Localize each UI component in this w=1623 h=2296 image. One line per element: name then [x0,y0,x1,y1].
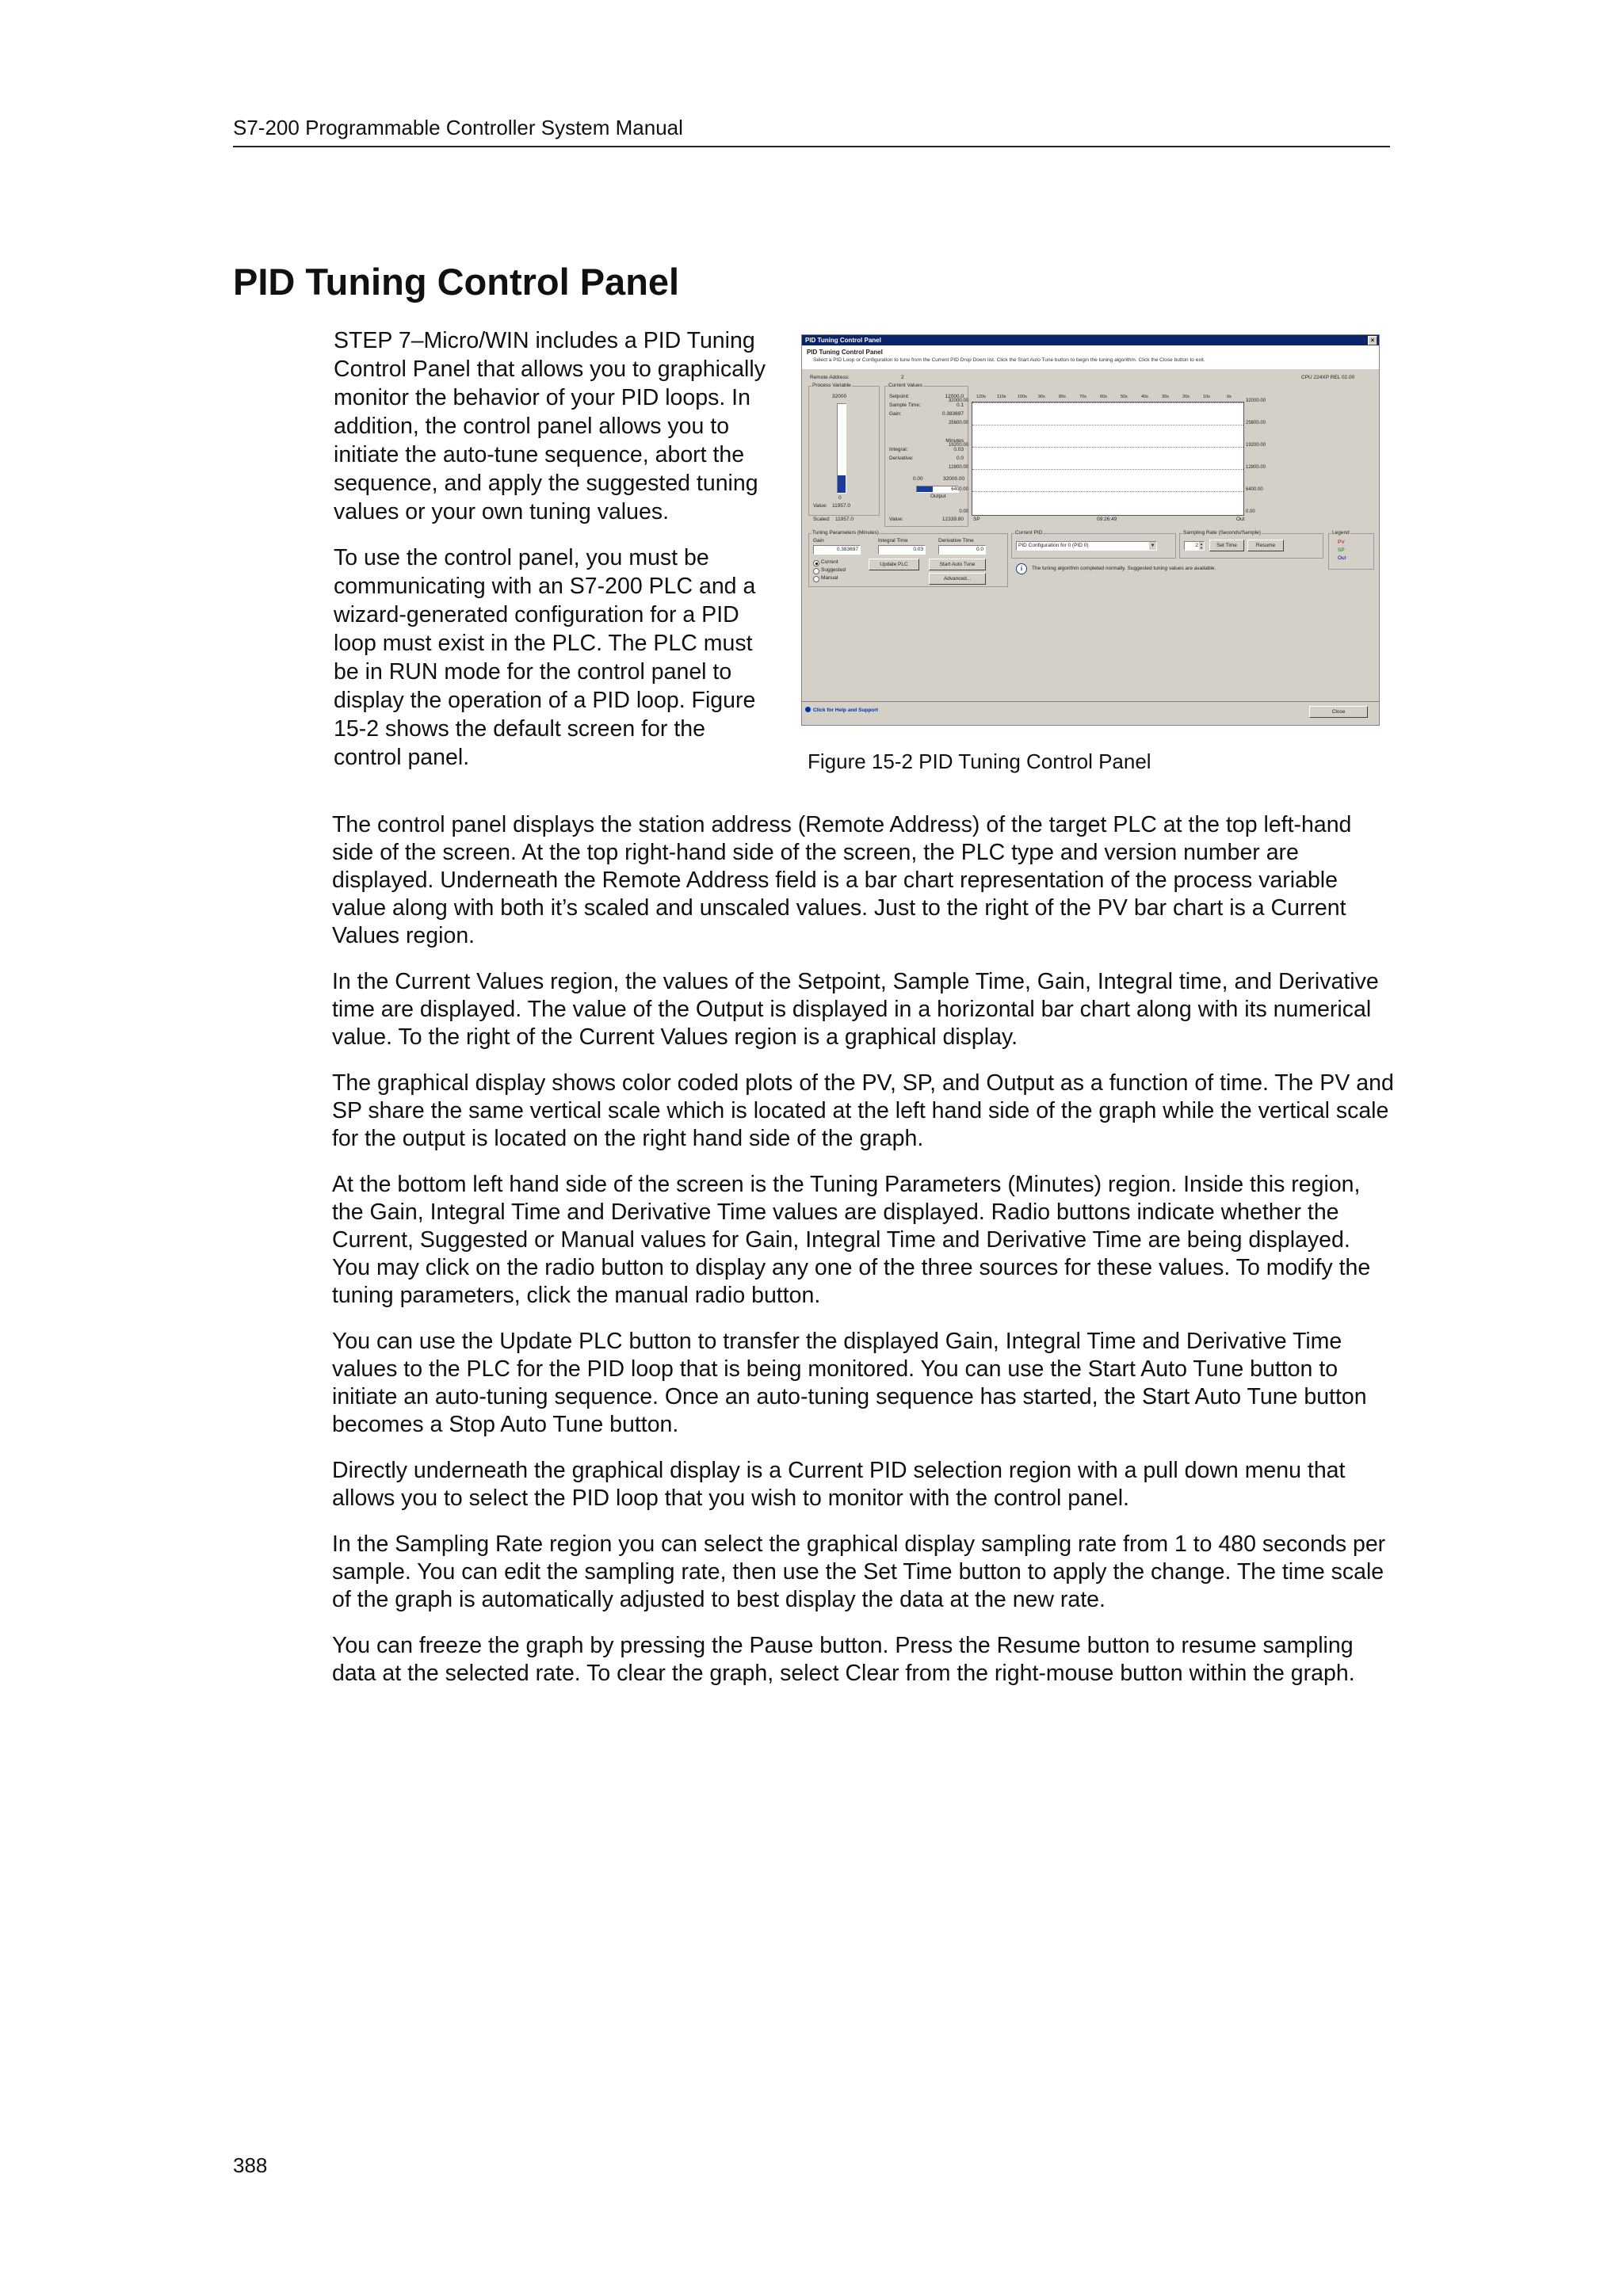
graph-top-tick: 40s [1141,395,1148,399]
chevron-down-icon[interactable]: ▼ [1150,543,1155,548]
legend-label: Legend [1332,530,1350,536]
legend-sp: SP [1338,547,1345,553]
graph-top-tick: 30s [1162,395,1169,399]
derivative-value: 0.0 [956,456,964,461]
graph-left-tick: 32000.00 [948,399,968,403]
figure-screenshot [801,334,1380,726]
pv-bar-track [837,403,846,494]
pv-min: 0 [838,495,842,501]
output-min: 0.00 [913,476,923,482]
grid-line [972,491,1243,492]
output-max: 32000.00 [943,476,965,482]
derivative-label: Derivative: [889,456,914,461]
close-icon[interactable]: × [1368,336,1377,345]
body-paragraph: In the Current Values region, the values of the Setpoint, Sample Time, Gain, Integral time, and Derivative time are displayed. The value of the Output is displayed in a horizontal bar chart along with its numerical value. To the right of the Current Values region is a graphical display. [332,969,1379,1050]
current-values-label: Current Values [888,383,922,388]
legend-out: Out [1338,555,1346,561]
sample-time-label: Sample Time: [889,402,921,408]
pv-max: 32000 [832,394,847,399]
graph-bottom-time: 09:26:49 [1097,517,1117,522]
pv-scaled-value: 11957.0 [835,517,854,522]
gain-field[interactable] [813,545,861,555]
body-paragraph: Directly underneath the graphical display is a Current PID selection region with a pull down menu that allows you to select the PID loop that you wish to monitor with the control panel. [332,1458,1346,1511]
pv-bar-fill [838,475,846,493]
legend-pv: PV [1338,540,1345,545]
radio-current-label: Current [821,559,838,565]
gain-field-value: 0.383697 [836,547,858,552]
graph-top-tick: 10s [1203,395,1210,399]
pv-value-label: Value: [813,503,827,509]
radio-manual-label: Manual [821,575,838,581]
intro-paragraph: STEP 7–Micro/WIN includes a PID Tuning Control Panel that allows you to graphically monitor the behavior of your PID loops. In addition, the control panel allows you to initiate the auto-tune sequence, abort the sequence, and apply the suggested tuning values or your own tuning values. [334,328,766,524]
graph-top-tick: 120s [976,395,986,399]
graph-left-tick: 12800.00 [948,465,968,470]
output-value-label: Value: [889,517,903,522]
integral-time-label: Integral Time [878,538,908,543]
intro-paragraph: To use the control panel, you must be communicating with an S7-200 PLC and a wizard-generated configuration for a PID loop must exist in the PLC. The PLC must be in RUN mode for the control panel to display the operation of a PID loop. Figure 15-2 shows the default screen for the control panel. [334,545,756,770]
window-title: PID Tuning Control Panel [805,337,881,344]
sampling-rate-value: 2 [1195,543,1198,548]
radio-suggested[interactable] [813,568,819,574]
output-value: 12339.80 [941,517,964,522]
running-header: S7-200 Programmable Controller System Manual [233,116,683,139]
graph-top-tick: 70s [1079,395,1086,399]
update-plc-button[interactable]: Update PLC [869,559,919,570]
spinner-arrows-icon[interactable]: ▲ ▼ [1200,542,1203,550]
status-message: The tuning algorithm completed normally. Suggested tuning values are available. [1032,566,1216,571]
graph-top-tick: 60s [1100,395,1107,399]
sample-time-value: 0.1 [956,402,964,408]
graph-right-tick: 12800.00 [1246,465,1266,470]
body-paragraph: You can use the Update PLC button to transfer the displayed Gain, Integral Time and Derivative Time values to the PLC for the PID loop that is being monitored. You can use the Start Auto Tune button to initiate an auto-tuning sequence. Once an auto-tuning sequence has started, the Start Auto Tune button becomes a Stop Auto Tune button. [332,1329,1367,1437]
graph-right-tick: 6400.00 [1246,487,1263,492]
graph-left-tick: 25600.00 [948,421,968,425]
remote-address-value: 2 [901,375,904,380]
setpoint-value: 12000.0 [945,394,964,399]
cpu-label: CPU 224XP REL 02.00 [1301,375,1355,380]
integral-label: Integral: [889,447,908,452]
help-link[interactable]: Click for Help and Support [813,707,878,713]
body-paragraph: The control panel displays the station address (Remote Address) of the target PLC at the top left-hand side of the screen. At the top right-hand side of the screen, the PLC type and version number are displayed. Underneath the Remote Address field is a bar chart representation of the process variable value along with both it’s scaled and unscaled values. Just to the right of the PV bar chart is a Current Values region. [332,812,1352,948]
graph-right-tick: 19200.00 [1246,443,1266,448]
graph-left-tick: 0.00 [959,509,968,514]
graph-top-tick: 20s [1182,395,1190,399]
sampling-rate-spinner[interactable] [1184,541,1205,551]
set-time-button[interactable]: Set Time [1209,540,1244,551]
body-paragraph: The graphical display shows color coded plots of the PV, SP, and Output as a function of time. The PV and SP share the same vertical scale which is located at the left hand side of the graph while the vertical scale for the output is located on the right hand side of the graph. [332,1070,1394,1151]
body-paragraph: In the Sampling Rate region you can select the graphical display sampling rate from 1 to 480 seconds per sample. You can edit the sampling rate, then use the Set Time button to apply the change. The time scale of the graph is automatically adjusted to best display the data at the new rate. [332,1531,1386,1612]
panel-title: PID Tuning Control Panel [807,349,883,356]
body-paragraph: You can freeze the graph by pressing the Pause button. Press the Resume button to resume sampling data at the selected rate. To clear the graph, select Clear from the right-mouse button within the graph. [332,1633,1355,1686]
setpoint-label: Setpoint: [889,394,910,399]
graph-bottom-right: Out [1236,517,1245,522]
tuning-params-label: Tuning Parameters (Minutes) [812,530,879,536]
output-label: Output [930,494,946,499]
panel-instruction: Select a PID Loop or Configuration to tune from the Current PID Drop Down list. Click the Start Auto Tune button to begin the tuning algorithm. Click the Close button to exit. [813,357,1205,363]
radio-manual[interactable] [813,576,819,582]
derivative-time-field-value: 0.0 [976,547,983,552]
grid-line [972,469,1243,470]
graph-right-tick: 32000.00 [1246,399,1266,403]
gain-value: 0.383697 [941,411,964,417]
current-pid-value: PID Configuration for 0 (PID 0) [1018,543,1089,548]
graph-left-tick: 19200.00 [948,443,968,448]
minutes-label: Minutes [945,438,964,444]
gain-label: Gain: [889,411,902,417]
graph-left-tick: 6400.00 [951,487,968,492]
info-icon: i [1016,563,1027,574]
grid-line [972,402,1243,403]
derivative-time-field[interactable] [938,545,986,555]
current-pid-dropdown[interactable] [1016,541,1157,551]
close-button[interactable]: Close [1309,706,1368,718]
body-text [332,811,1394,1706]
graph-area[interactable] [972,402,1244,516]
resume-button[interactable]: Resume [1247,540,1284,551]
radio-current[interactable] [813,560,819,566]
integral-time-field-value: 0.03 [913,547,923,552]
graph-top-tick: 100s [1018,395,1027,399]
integral-value: 0.03 [953,447,964,452]
legend-group [1328,533,1374,570]
figure-caption: Figure 15-2 PID Tuning Control Panel [808,749,1151,773]
graph-top-tick: 110s [997,395,1006,399]
sampling-rate-label: Sampling Rate (Seconds/Sample) [1183,530,1261,536]
graph-right-tick: 0.00 [1246,509,1255,514]
grid-line [972,447,1243,448]
window-titlebar [802,335,1379,345]
graph-top-tick: 0s [1227,395,1232,399]
advanced-button[interactable]: Advanced... [929,573,986,585]
section-title: PID Tuning Control Panel [233,261,680,303]
current-pid-label: Current PID [1015,530,1043,536]
body-paragraph: At the bottom left hand side of the screen is the Tuning Parameters (Minutes) region. Inside this region, the Gain, Integral Time and Derivative Time values are displayed. Radio buttons indicate whether the Current, Suggested or Manual values for Gain, Integral Time and Derivative Time are being displayed. You may click on the radio button to display any one of the three sources for these values. To modify the tuning parameters, click the manual radio button. [332,1172,1371,1308]
remote-address-label: Remote Address: [810,375,850,380]
radio-suggested-label: Suggested [821,567,846,573]
intro-text [334,326,777,789]
gain-col-label: Gain [813,538,824,543]
graph-top-tick: 90s [1038,395,1045,399]
footer-divider [802,701,1379,702]
derivative-time-label: Derivative Time [938,538,974,543]
pv-scaled-label: Scaled: [813,517,831,522]
graph-right-tick: 25600.00 [1246,421,1266,425]
page-number: 388 [233,2153,268,2177]
graph-bottom-left: SP [973,517,980,522]
process-variable-label: Process Variable [812,383,851,388]
start-auto-tune-button[interactable]: Start Auto Tune [929,559,986,570]
graph-top-tick: 80s [1059,395,1066,399]
panel-header [802,345,1379,369]
pv-value: 11957.0 [832,503,851,509]
header-rule [233,146,1390,147]
integral-time-field[interactable] [878,545,926,555]
help-icon[interactable] [805,707,811,712]
graph-top-tick: 50s [1121,395,1128,399]
